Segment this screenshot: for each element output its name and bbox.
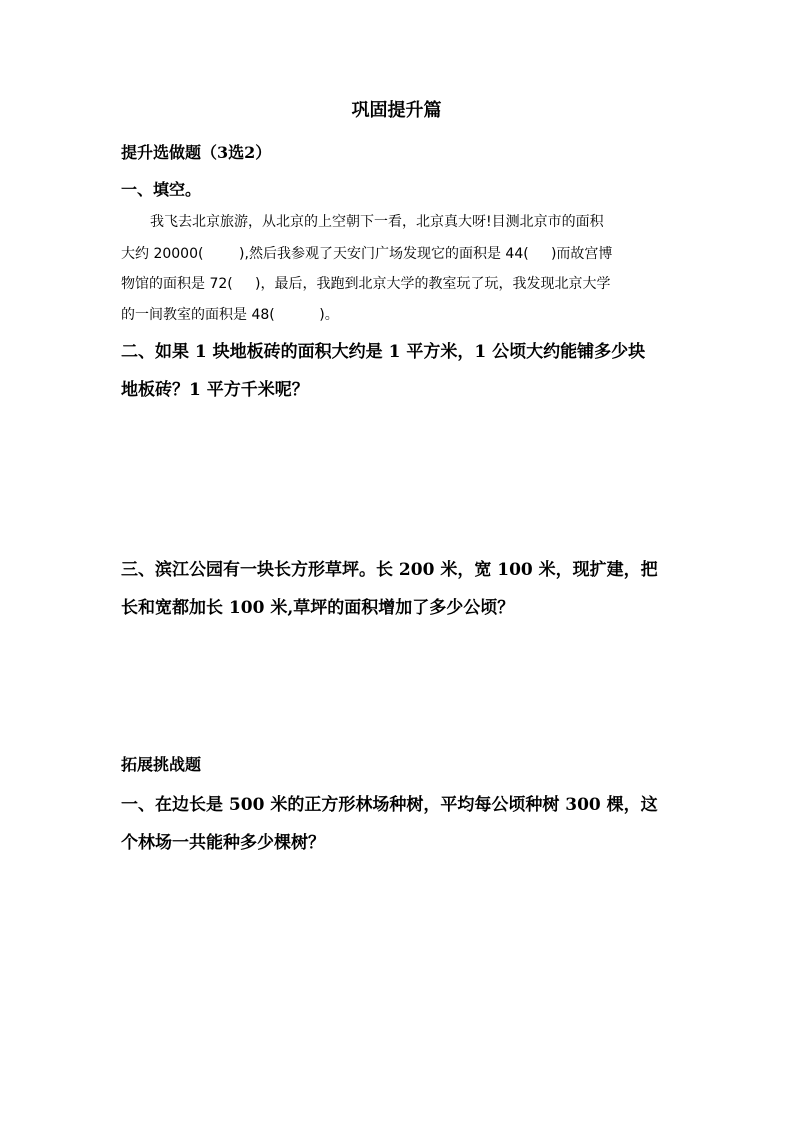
question-2-line-2: 地板砖？1 平方千米呢？ xyxy=(121,380,309,400)
question-1-heading: 一、填空。 xyxy=(121,180,202,199)
section-heading-challenge: 拓展挑战题 xyxy=(121,755,202,774)
page-title: 巩固提升篇 xyxy=(351,100,442,121)
question-1-line-3: 物馆的面积是 72( )，最后，我跑到北京大学的教室玩了玩，我发现北京大学 xyxy=(121,276,611,292)
question-1-line-2: 大约 20000( ),然后我参观了天安门广场发现它的面积是 44( )而故宫博 xyxy=(121,246,613,262)
question-2-line-1: 二、如果 1 块地板砖的面积大约是 1 平方米，1 公顷大约能铺多少块 xyxy=(121,342,646,362)
question-1-line-1: 我飞去北京旅游，从北京的上空朝下一看，北京真大呀!目测北京市的面积 xyxy=(150,214,604,230)
challenge-question-1-line-2: 个林场一共能种多少棵树？ xyxy=(121,833,325,853)
question-3-line-1: 三、滨江公园有一块长方形草坪。长 200 米，宽 100 米，现扩建，把 xyxy=(121,560,658,580)
question-1-line-4: 的一间教室的面积是 48( )。 xyxy=(121,307,339,323)
challenge-question-1-line-1: 一、在边长是 500 米的正方形林场种树，平均每公顷种树 300 棵，这 xyxy=(121,795,658,815)
question-3-line-2: 长和宽都加长 100 米,草坪的面积增加了多少公顷？ xyxy=(121,598,515,618)
section-heading-advanced: 提升选做题（3选2） xyxy=(121,143,272,162)
